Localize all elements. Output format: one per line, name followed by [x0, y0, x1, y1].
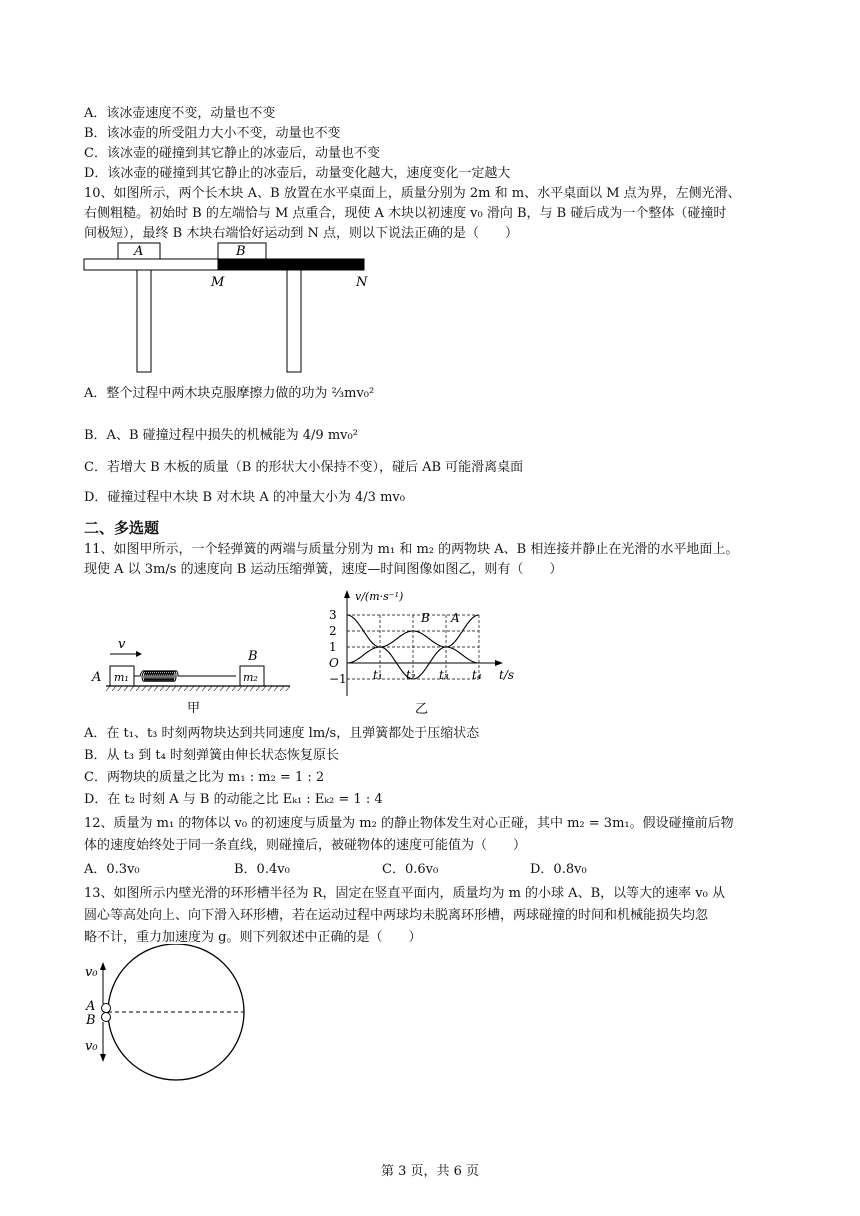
ball-b [102, 1013, 111, 1022]
table-smooth-surface [84, 259, 218, 270]
table-rough-surface [218, 259, 364, 270]
q10-option-c: C．若增大 B 木板的质量（B 的形状大小保持不变），碰后 AB 可能滑离桌面 [84, 460, 524, 475]
x-tick-label: t₃ [439, 668, 449, 682]
table-leg-left [137, 270, 151, 372]
curve-label-b: B [421, 611, 430, 625]
section-heading: 二、多选题 [84, 519, 160, 537]
q11-stem-line2: 现使 A 以 3m/s 的速度向 B 运动压缩弹簧，速度—时间图像如图乙，则有（ ） [84, 562, 563, 577]
ball-a-label: A [86, 999, 96, 1014]
q10-stem-line3: 间极短），最终 B 木块右端恰好运动到 N 点，则以下说法正确的是（ ） [84, 226, 518, 241]
x-axis-arrowhead [495, 660, 503, 666]
q9-option-d: D．该冰壶的碰撞到其它静止的冰壶后，动量变化越大，速度变化一定越大 [84, 166, 511, 181]
block-b-label: B [236, 244, 246, 259]
q13-stem-line3: 略不计，重力加速度为 g。则下列叙述中正确的是（ ） [84, 930, 422, 945]
figure-caption-jia: 甲 [187, 701, 201, 716]
q12-option-b: B．0.4v₀ [234, 862, 290, 877]
q12-stem-line1: 12、质量为 m₁ 的物体以 v₀ 的初速度与质量为 m₂ 的静止物体发生对心正碰，其中 m₂ = 3m₁。假设碰撞前后物 [84, 816, 734, 831]
q11-stem-line1: 11、如图甲所示，一个轻弹簧的两端与质量分别为 m₁ 和 m₂ 的两物块 A、B 相连接并静止在光滑的水平地面上。 [84, 542, 739, 557]
curve-label-a: A [451, 611, 460, 625]
block-b-label: B [248, 649, 258, 664]
q10-option-d: D．碰撞过程中木块 B 对木块 A 的冲量大小为 4/3 mv₀ [84, 490, 405, 505]
block-m2-label: m₂ [243, 671, 258, 684]
velocity-arrowhead [136, 651, 142, 657]
y-axis-arrowhead [344, 590, 350, 598]
q11-option-a: A．在 t₁、t₃ 时刻两物块达到共同速度 lm/s，且弹簧都处于压缩状态 [84, 726, 480, 741]
q9-option-a: A．该冰壶速度不变，动量也不变 [84, 106, 276, 121]
x-tick-label: t₁ [373, 668, 383, 682]
x-tick-label: t₄ [472, 668, 482, 682]
y-axis-label: v/(m·s⁻¹) [355, 590, 404, 603]
q13-stem-line2: 圆心等高处向上、向下滑入环形槽，若在运动过程中两球均未脱离环形槽，两球碰撞的时间和机械能损失均忽 [84, 908, 709, 923]
q10-option-b: B．A、B 碰撞过程中损失的机械能为 4/9 mv₀² [84, 428, 358, 443]
figure-caption-yi: 乙 [415, 702, 429, 717]
y-tick-label: 3 [329, 608, 337, 622]
spring [134, 671, 236, 682]
table-leg-right [287, 270, 301, 372]
point-m-label: M [211, 275, 225, 290]
q10-stem-line1: 10、如图所示，两个长木块 A、B 放置在水平桌面上，质量分别为 2m 和 m、水平桌面以 M 点为界，左侧光滑、 [84, 186, 741, 201]
ball-b-label: B [86, 1013, 96, 1028]
y-tick-label: 1 [329, 640, 337, 654]
x-tick-label: t₂ [406, 668, 416, 682]
y-tick-label: 2 [329, 624, 337, 638]
point-n-label: N [356, 275, 368, 290]
q11-option-d: D．在 t₂ 时刻 A 与 B 的动能之比 Eₖ₁ : Eₖ₂ = 1 : 4 [84, 792, 383, 807]
v0-up-label: v₀ [85, 965, 98, 980]
block-m1-label: m₁ [114, 671, 129, 684]
arrow-down-head [100, 1054, 106, 1062]
q9-option-b: B．该冰壶的所受阻力大小不变，动量也不变 [84, 126, 341, 141]
q10-option-a: A．整个过程中两木块克服摩擦力做的功为 ⅔mv₀² [84, 386, 375, 401]
q11-option-c: C．两物块的质量之比为 m₁ : m₂ = 1 : 2 [84, 770, 325, 785]
block-a-label: A [92, 670, 102, 685]
q12-option-c: C．0.6v₀ [382, 862, 439, 877]
block-a-label: A [134, 244, 144, 259]
v0-down-label: v₀ [85, 1039, 98, 1054]
q11-figure-jia [84, 630, 299, 716]
arrow-up-head [100, 962, 106, 970]
q11-figure-yi [325, 588, 525, 718]
q9-option-c: C．该冰壶的碰撞到其它静止的冰壶后，动量也不变 [84, 146, 380, 161]
q11-option-b: B．从 t₃ 到 t₄ 时刻弹簧由伸长状态恢复原长 [84, 748, 339, 763]
x-axis-label: t/s [499, 668, 515, 682]
velocity-label: v [118, 637, 126, 652]
q10-stem-line2: 右侧粗糙。初始时 B 的左端恰与 M 点重合，现使 A 木块以初速度 v₀ 滑向 B，与 B 碰后成为一个整体（碰撞时 [84, 206, 727, 221]
ground-hatching [106, 686, 290, 691]
y-tick-label: −1 [329, 672, 347, 686]
ball-a [102, 1004, 111, 1013]
q10-table-figure [80, 240, 370, 376]
q12-stem-line2: 体的速度始终处于同一条直线，则碰撞后，被碰物体的速度可能值为（ ） [84, 838, 527, 853]
q12-option-d: D．0.8v₀ [530, 862, 587, 877]
q12-option-a: A．0.3v₀ [84, 862, 140, 877]
page-footer: 第 3 页，共 6 页 [380, 1164, 480, 1179]
q13-stem-line1: 13、如图所示内壁光滑的环形槽半径为 R，固定在竖直平面内，质量均为 m 的小球 A、B，以等大的速率 v₀ 从 [84, 886, 725, 901]
q13-ring-figure [80, 944, 250, 1089]
y-tick-label: O [329, 656, 339, 670]
